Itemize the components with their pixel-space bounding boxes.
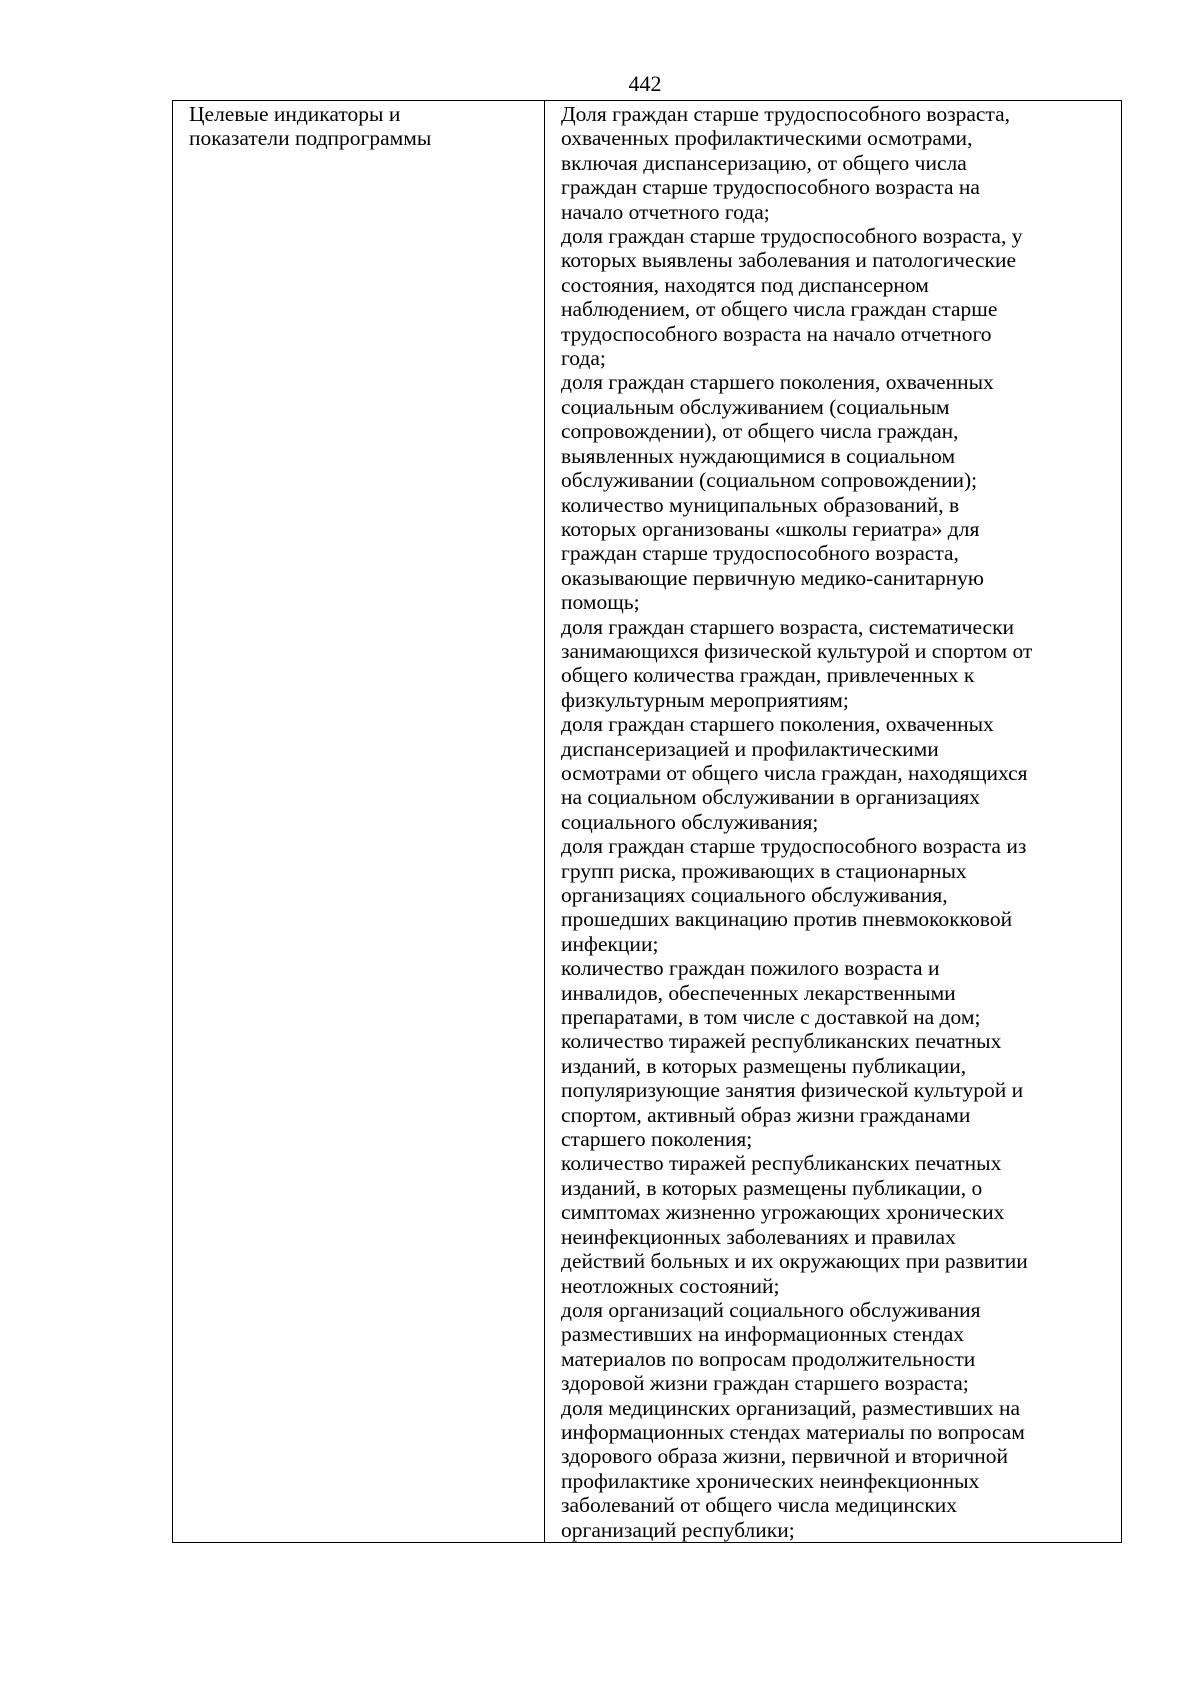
indicator-text-line: профилактике хронических неинфекционных <box>561 1468 980 1493</box>
indicator-text-line: диспансеризацией и профилактическими <box>561 736 939 761</box>
indicator-text-line: действий больных и их окружающих при развитии <box>561 1249 1028 1274</box>
indicator-text-line: занимающихся физической культурой и спортом от <box>561 638 1033 663</box>
table-row <box>173 101 1122 1543</box>
indicator-text-line: сопровождении), от общего числа граждан, <box>561 419 959 444</box>
indicator-text-line: года; <box>561 346 606 371</box>
indicator-text-line: организациях социального обслуживания, <box>561 883 948 907</box>
row-label-line: Целевые индикаторы и <box>189 102 401 126</box>
indicator-text-line: количество граждан пожилого возраста и <box>561 956 940 981</box>
indicator-text-line: изданий, в которых размещены публикации, <box>561 1053 967 1078</box>
indicator-text-line: старшего поколения; <box>561 1127 753 1152</box>
indicator-text-line: доля организаций социального обслуживания <box>561 1297 981 1322</box>
indicator-text-line: материалов по вопросам продолжительности <box>561 1346 976 1371</box>
indicator-text-line: групп риска, проживающих в стационарных <box>561 858 967 883</box>
indicator-text-line: доля граждан старшего поколения, охваченных <box>561 370 994 395</box>
indicator-text-line: информационных стендах материалы по вопросам <box>561 1419 1025 1444</box>
page-number: 442 <box>628 71 662 96</box>
indicator-text-line: состояния, находятся под диспансерном <box>561 272 929 297</box>
indicator-text-line: инфекции; <box>561 931 659 956</box>
row-content-cell <box>545 101 1122 1543</box>
indicator-text-line: граждан старше трудоспособного возраста на <box>561 175 980 200</box>
indicator-text-line: изданий, в которых размещены публикации, о <box>561 1175 983 1200</box>
indicator-text-line: охваченных профилактическими осмотрами, <box>561 126 973 151</box>
indicator-text-line: выявленных нуждающимися в социальном <box>561 443 956 468</box>
indicator-text-line: доля медицинских организаций, разместивших на <box>561 1395 1021 1420</box>
indicator-text-line: заболеваний от общего числа медицинских <box>561 1493 958 1518</box>
indicator-text-line: количество тиражей республиканских печатных <box>561 1029 1002 1054</box>
indicator-text-line: осмотрами от общего числа граждан, находящихся <box>561 760 1028 785</box>
indicator-text-line: неотложных состояний; <box>561 1273 780 1298</box>
row-label-cell <box>173 101 545 1543</box>
indicator-text-line: наблюдением, от общего числа граждан старше <box>561 297 998 322</box>
indicator-text-line: симптомах жизненно угрожающих хронических <box>561 1200 1005 1225</box>
indicator-text-line: доля граждан старшего поколения, охваченных <box>561 712 994 737</box>
indicator-text-line: которых организованы «школы гериатра» для <box>561 516 980 541</box>
indicator-text-line: здорового образа жизни, первичной и вторичной <box>561 1444 1009 1469</box>
indicator-text-line: доля граждан старше трудоспособного возраста из <box>561 834 1027 859</box>
indicator-text-line: количество муниципальных образований, в <box>561 492 960 517</box>
indicator-text-line: популяризующие занятия физической культурой и <box>561 1078 1024 1103</box>
indicator-text-line: трудоспособного возраста на начало отчетного <box>561 321 992 346</box>
indicator-text-line: количество тиражей республиканских печатных <box>561 1151 1002 1176</box>
indicator-text-line: обслуживании (социальном сопровождении); <box>561 468 978 493</box>
indicator-text-line: на социальном обслуживании в организациях <box>561 785 980 810</box>
indicator-text-line: инвалидов, обеспеченных лекарственными <box>561 980 956 1005</box>
indicator-text-line: здоровой жизни граждан старшего возраста; <box>561 1371 969 1396</box>
indicator-text-line: препаратами, в том числе с доставкой на дом; <box>561 1005 981 1030</box>
indicator-text-line: разместивших на информационных стендах <box>561 1322 965 1347</box>
indicator-text-line: социальным обслуживанием (социальным <box>561 394 950 419</box>
indicator-text-line: физкультурным мероприятиям; <box>561 687 849 712</box>
indicator-text-line: неинфекционных заболеваниях и правилах <box>561 1224 956 1249</box>
indicator-text-line: доля граждан старшего возраста, систематически <box>561 614 1015 639</box>
indicator-text-line: Доля граждан старше трудоспособного возраста, <box>561 102 1011 126</box>
indicator-text-line: начало отчетного года; <box>561 199 770 224</box>
indicator-text-line: которых выявлены заболевания и патологические <box>561 248 1017 273</box>
indicator-text-line: помощь; <box>561 590 640 615</box>
indicators-table <box>172 100 1122 1543</box>
indicator-text-line: оказывающие первичную медико-санитарную <box>561 565 984 590</box>
indicator-text-line: доля граждан старше трудоспособного возраста, у <box>561 224 1023 249</box>
indicator-text-line: прошедших вакцинацию против пневмококковой <box>561 907 1013 932</box>
indicator-text-line: организаций республики; <box>561 1517 795 1542</box>
indicator-text-line: граждан старше трудоспособного возраста, <box>561 541 959 566</box>
indicator-text-line: спортом, активный образ жизни гражданами <box>561 1102 971 1127</box>
row-label-line: показатели подпрограммы <box>189 126 432 151</box>
indicator-text-line: включая диспансеризацию, от общего числа <box>561 150 967 175</box>
indicator-text-line: социального обслуживания; <box>561 809 819 834</box>
indicator-text-line: общего количества граждан, привлеченных к <box>561 663 975 688</box>
